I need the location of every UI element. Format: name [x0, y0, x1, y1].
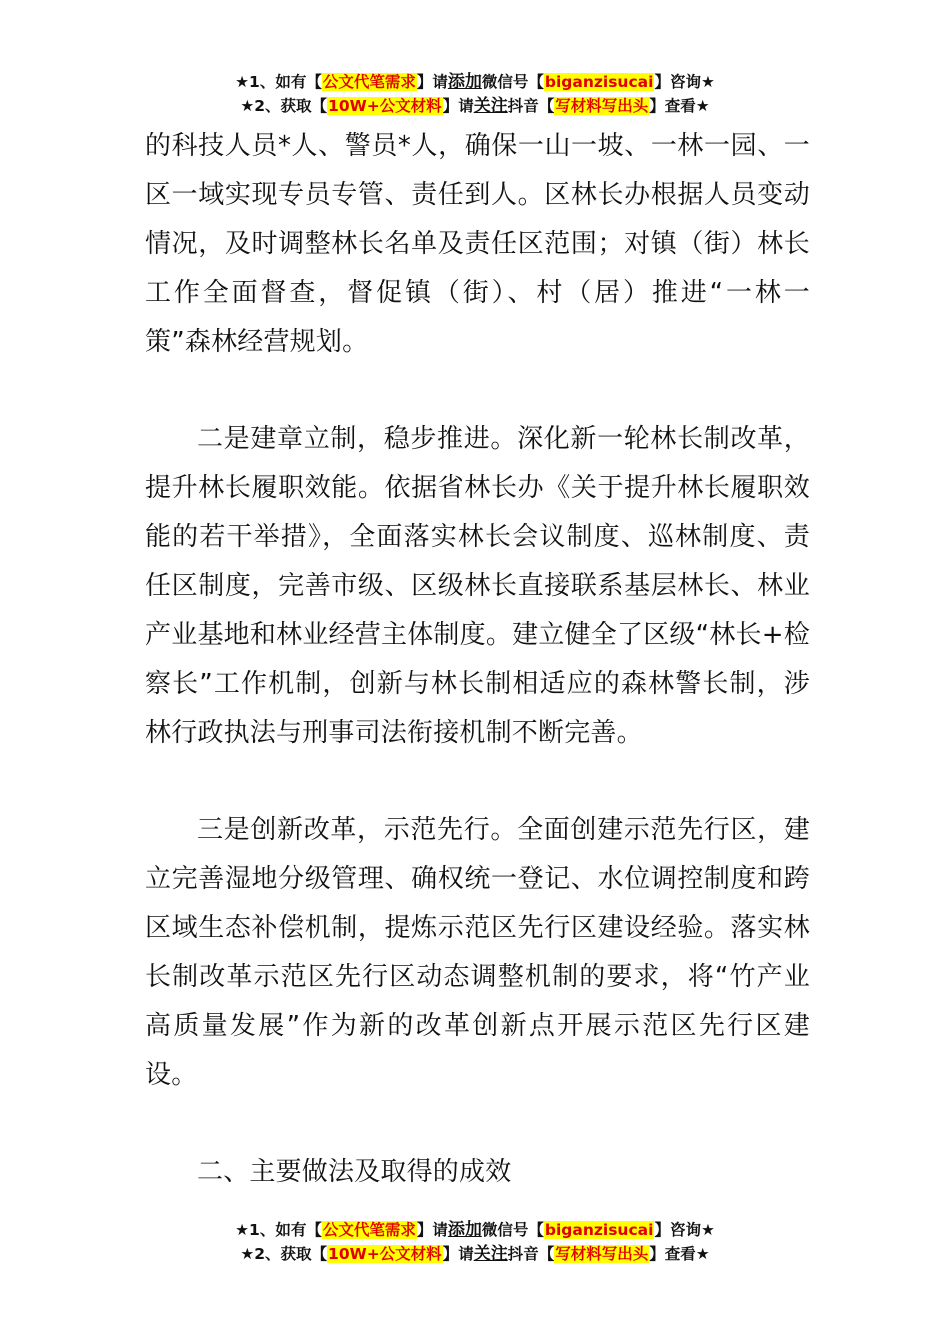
banner-text: ★1、如有【 — [235, 73, 322, 91]
section-heading: 二、主要做法及取得的成效 — [197, 1157, 512, 1187]
banner-emphasis: 关注 — [473, 96, 508, 116]
banner-text: 】查看★ — [649, 1245, 710, 1263]
banner-highlight: 10W+公文材料 — [328, 97, 442, 115]
banner-emphasis: 添加 — [447, 72, 482, 92]
paragraph-1: 的科技人员*人、警员*人，确保一山一坡、一林一园、一区一域实现专员专管、责任到人。区林长办根据人员变动情况，及时调整林长名单及责任区范围；对镇（街）林长工作全面督查，督促镇（街）、村（居）推进“一林一策”森林经营规划。 — [145, 131, 810, 357]
banner-text: 抖音【 — [507, 97, 555, 115]
banner-highlight: biganzisucai — [544, 73, 654, 91]
banner-highlight: 写材料写出头 — [555, 97, 649, 115]
banner-line-1 — [0, 1218, 950, 1242]
banner-line-2 — [0, 1242, 950, 1266]
paragraph-gap — [145, 758, 810, 806]
banner-highlight: 公文代笔需求 — [322, 1221, 416, 1239]
banner-text: 】请 — [416, 1221, 448, 1239]
banner-emphasis: 关注 — [473, 1244, 508, 1264]
document-body — [145, 122, 810, 1197]
footer-banner — [0, 1218, 950, 1266]
banner-text: ★2、获取【 — [240, 1245, 328, 1263]
banner-text: 抖音【 — [507, 1245, 555, 1263]
banner-text: ★1、如有【 — [235, 1221, 322, 1239]
header-banner — [0, 70, 950, 118]
banner-text: 】请 — [416, 73, 448, 91]
banner-text: 】咨询★ — [654, 73, 715, 91]
banner-text: 】请 — [442, 1245, 474, 1263]
banner-highlight: 公文代笔需求 — [322, 73, 416, 91]
banner-highlight: 10W+公文材料 — [328, 1245, 442, 1263]
paragraph-2: 二是建章立制，稳步推进。深化新一轮林长制改革，提升林长履职效能。依据省林长办《关于提升林长履职效能的若干举措》，全面落实林长会议制度、巡林制度、责任区制度，完善市级、区级林长直接联系基层林长、林业产业基地和林业经营主体制度。建立健全了区级“林长+检察长”工作机制，创新与林长制相适应的森林警长制，涉林行政执法与刑事司法衔接机制不断完善。 — [145, 424, 810, 748]
banner-text: 微信号【 — [481, 1221, 544, 1239]
paragraph-gap — [145, 367, 810, 415]
paragraph-gap — [145, 1100, 810, 1148]
banner-line-2 — [0, 94, 950, 118]
banner-highlight: 写材料写出头 — [555, 1245, 649, 1263]
banner-text: 】请 — [442, 97, 474, 115]
banner-text: ★2、获取【 — [240, 97, 328, 115]
banner-line-1 — [0, 70, 950, 94]
banner-text: 微信号【 — [481, 73, 544, 91]
banner-text: 】咨询★ — [654, 1221, 715, 1239]
banner-text: 】查看★ — [649, 97, 710, 115]
banner-emphasis: 添加 — [447, 1220, 482, 1240]
banner-highlight: biganzisucai — [544, 1221, 654, 1239]
paragraph-3: 三是创新改革，示范先行。全面创建示范先行区，建立完善湿地分级管理、确权统一登记、水位调控制度和跨区域生态补偿机制，提炼示范区先行区建设经验。落实林长制改革示范区先行区动态调整机制的要求，将“竹产业高质量发展”作为新的改革创新点开展示范区先行区建设。 — [145, 815, 810, 1090]
